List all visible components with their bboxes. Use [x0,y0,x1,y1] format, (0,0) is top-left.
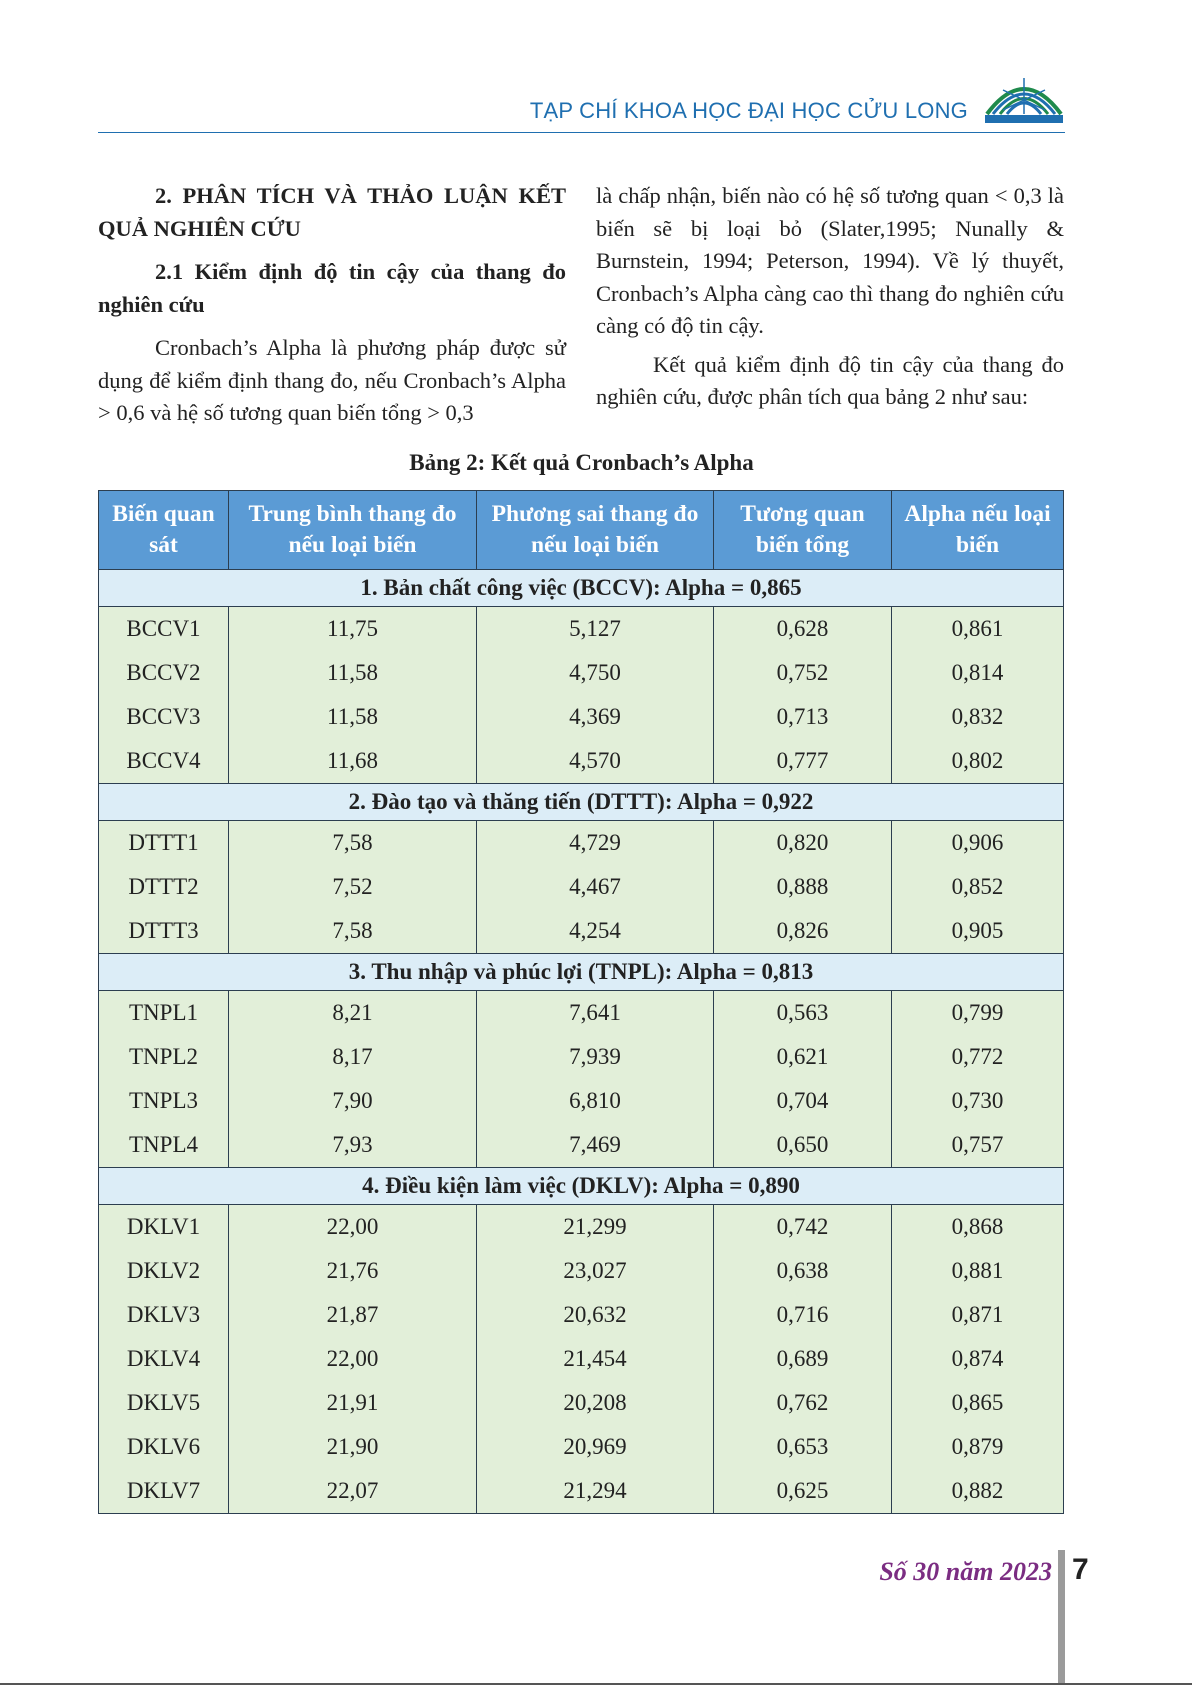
table-cell: 7,939 [477,1035,714,1079]
table-caption: Bảng 2: Kết quả Cronbach’s Alpha [409,450,754,475]
table-cell: 0,762 [714,1381,892,1425]
table-cell: 0,868 [892,1205,1064,1250]
table-cell: 0,653 [714,1425,892,1469]
group-header-row [99,784,1064,821]
table-cell: 21,299 [477,1205,714,1250]
table-cell: 7,90 [229,1079,477,1123]
table-cell: 0,881 [892,1249,1064,1293]
table-cell: TNPL3 [99,1079,229,1123]
table-cell: 21,76 [229,1249,477,1293]
footer-divider-bar [1058,1550,1065,1685]
table-cell: BCCV4 [99,739,229,784]
table-row [99,1249,1064,1293]
table-cell: 11,58 [229,651,477,695]
table-cell: 0,704 [714,1079,892,1123]
table-row [99,1469,1064,1514]
table-row [99,821,1064,866]
group-title: 4. Điều kiện làm việc (DKLV): Alpha = 0,890 [99,1168,1064,1205]
column-header: Phương sai thang đo nếu loại biến [477,491,714,570]
table-cell: 0,874 [892,1337,1064,1381]
table-cell: 5,127 [477,607,714,652]
table-cell: 7,58 [229,821,477,866]
table-cell: BCCV1 [99,607,229,652]
table-cell: 0,563 [714,991,892,1036]
table-cell: 4,729 [477,821,714,866]
table-cell: 22,00 [229,1205,477,1250]
table-cell: 0,713 [714,695,892,739]
table-cell: 22,00 [229,1337,477,1381]
section-heading: 2. PHÂN TÍCH VÀ THẢO LUẬN KẾT QUẢ NGHIÊN CỨU [98,183,566,241]
table-cell: DKLV1 [99,1205,229,1250]
table-cell: BCCV2 [99,651,229,695]
table-cell: 0,799 [892,991,1064,1036]
table-cell: DKLV2 [99,1249,229,1293]
table-cell: 8,21 [229,991,477,1036]
university-logo [983,70,1065,124]
table-body [99,570,1064,1514]
table-cell: DKLV3 [99,1293,229,1337]
subsection-heading: 2.1 Kiểm định độ tin cậy của thang đo nghiên cứu [98,259,566,317]
table-row [99,1079,1064,1123]
table-cell: 0,752 [714,651,892,695]
table-row [99,695,1064,739]
table-cell: 0,742 [714,1205,892,1250]
group-title: 2. Đào tạo và thăng tiến (DTTT): Alpha = 0,922 [99,784,1064,821]
table-cell: 7,58 [229,909,477,954]
table-cell: 7,641 [477,991,714,1036]
table-row [99,1337,1064,1381]
table-cell: 0,826 [714,909,892,954]
table-row [99,1035,1064,1079]
table-cell: 4,369 [477,695,714,739]
table-cell: 8,17 [229,1035,477,1079]
table-cell: 21,90 [229,1425,477,1469]
table-cell: 0,852 [892,865,1064,909]
table-cell: 4,750 [477,651,714,695]
table-cell: 0,638 [714,1249,892,1293]
table-cell: 0,906 [892,821,1064,866]
table-cell: DKLV6 [99,1425,229,1469]
table-row [99,651,1064,695]
table-cell: 0,730 [892,1079,1064,1123]
table-cell: 0,777 [714,739,892,784]
table-cell: 20,969 [477,1425,714,1469]
table-cell: DKLV4 [99,1337,229,1381]
table-cell: DKLV5 [99,1381,229,1425]
table-cell: 0,716 [714,1293,892,1337]
group-title: 3. Thu nhập và phúc lợi (TNPL): Alpha = 0,813 [99,954,1064,991]
table-cell: 21,454 [477,1337,714,1381]
column-header: Alpha nếu loại biến [892,491,1064,570]
table-cell: 20,632 [477,1293,714,1337]
body-paragraph: Cronbach’s Alpha là phương pháp được sử dụng để kiểm định thang đo, nếu Cronbach’s Alpha > 0,6 và hệ số tương quan biến tổng > 0,3 [98,335,566,425]
table-cell: 21,91 [229,1381,477,1425]
table-row [99,1381,1064,1425]
group-header-row [99,1168,1064,1205]
group-header-row [99,570,1064,607]
table-row [99,909,1064,954]
table-cell: 0,650 [714,1123,892,1168]
column-header: Tương quan biến tổng [714,491,892,570]
table-cell: 0,820 [714,821,892,866]
table-row [99,1205,1064,1250]
table-header-row [99,491,1064,570]
table-cell: 0,832 [892,695,1064,739]
table-cell: 0,802 [892,739,1064,784]
column-header: Biến quan sát [99,491,229,570]
table-cell: DKLV7 [99,1469,229,1514]
table-row [99,1293,1064,1337]
body-paragraph-2: Kết quả kiểm định độ tin cậy của thang đo nghiên cứu, được phân tích qua bảng 2 như sau: [596,351,1064,409]
table-cell: 0,625 [714,1469,892,1514]
issue-label: Số 30 năm 2023 [879,1557,1052,1586]
table-cell: DTTT2 [99,865,229,909]
table-cell: 21,87 [229,1293,477,1337]
table-cell: 0,879 [892,1425,1064,1469]
table-cell: 0,871 [892,1293,1064,1337]
table-cell: 4,254 [477,909,714,954]
table-cell: TNPL4 [99,1123,229,1168]
table-cell: 7,52 [229,865,477,909]
table-row [99,1123,1064,1168]
right-column [596,180,1064,414]
table-cell: 0,905 [892,909,1064,954]
table-row [99,865,1064,909]
header-divider [98,132,1065,133]
table-cell: 0,814 [892,651,1064,695]
table-row [99,739,1064,784]
table-cell: 11,58 [229,695,477,739]
table-cell: TNPL1 [99,991,229,1036]
table-cell: 0,772 [892,1035,1064,1079]
table-cell: 7,469 [477,1123,714,1168]
table-cell: 0,757 [892,1123,1064,1168]
table-cell: 0,861 [892,607,1064,652]
table-cell: TNPL2 [99,1035,229,1079]
cronbach-alpha-table [98,490,1064,1514]
table-cell: 6,810 [477,1079,714,1123]
table-cell: BCCV3 [99,695,229,739]
table-cell: 0,888 [714,865,892,909]
table-cell: 0,882 [892,1469,1064,1514]
table-cell: 11,75 [229,607,477,652]
journal-title: TẠP CHÍ KHOA HỌC ĐẠI HỌC CỬU LONG [529,98,968,123]
table-cell: 0,621 [714,1035,892,1079]
left-column [98,180,566,430]
page-number: 7 [1072,1553,1089,1586]
table-cell: 4,570 [477,739,714,784]
table-cell: 0,865 [892,1381,1064,1425]
table-cell: 11,68 [229,739,477,784]
table-cell: 7,93 [229,1123,477,1168]
group-header-row [99,954,1064,991]
table-row [99,1425,1064,1469]
table-cell: 0,689 [714,1337,892,1381]
table-row [99,607,1064,652]
table-cell: DTTT1 [99,821,229,866]
body-paragraph-continued: là chấp nhận, biến nào có hệ số tương quan < 0,3 là biến sẽ bị loại bỏ (Slater,1995; Nunally & Burnstein, 1994; Peterson, 1994). Về lý thuyết, Cronbach’s Alpha càng cao thì thang đo nghiên cứu càng có độ tin cậy. [596,183,1064,338]
table-cell: 21,294 [477,1469,714,1514]
table-cell: 0,628 [714,607,892,652]
table-cell: 20,208 [477,1381,714,1425]
table-cell: 22,07 [229,1469,477,1514]
table-cell: DTTT3 [99,909,229,954]
group-title: 1. Bản chất công việc (BCCV): Alpha = 0,865 [99,570,1064,607]
table-cell: 4,467 [477,865,714,909]
column-header: Trung bình thang đo nếu loại biến [229,491,477,570]
table-row [99,991,1064,1036]
table-cell: 23,027 [477,1249,714,1293]
